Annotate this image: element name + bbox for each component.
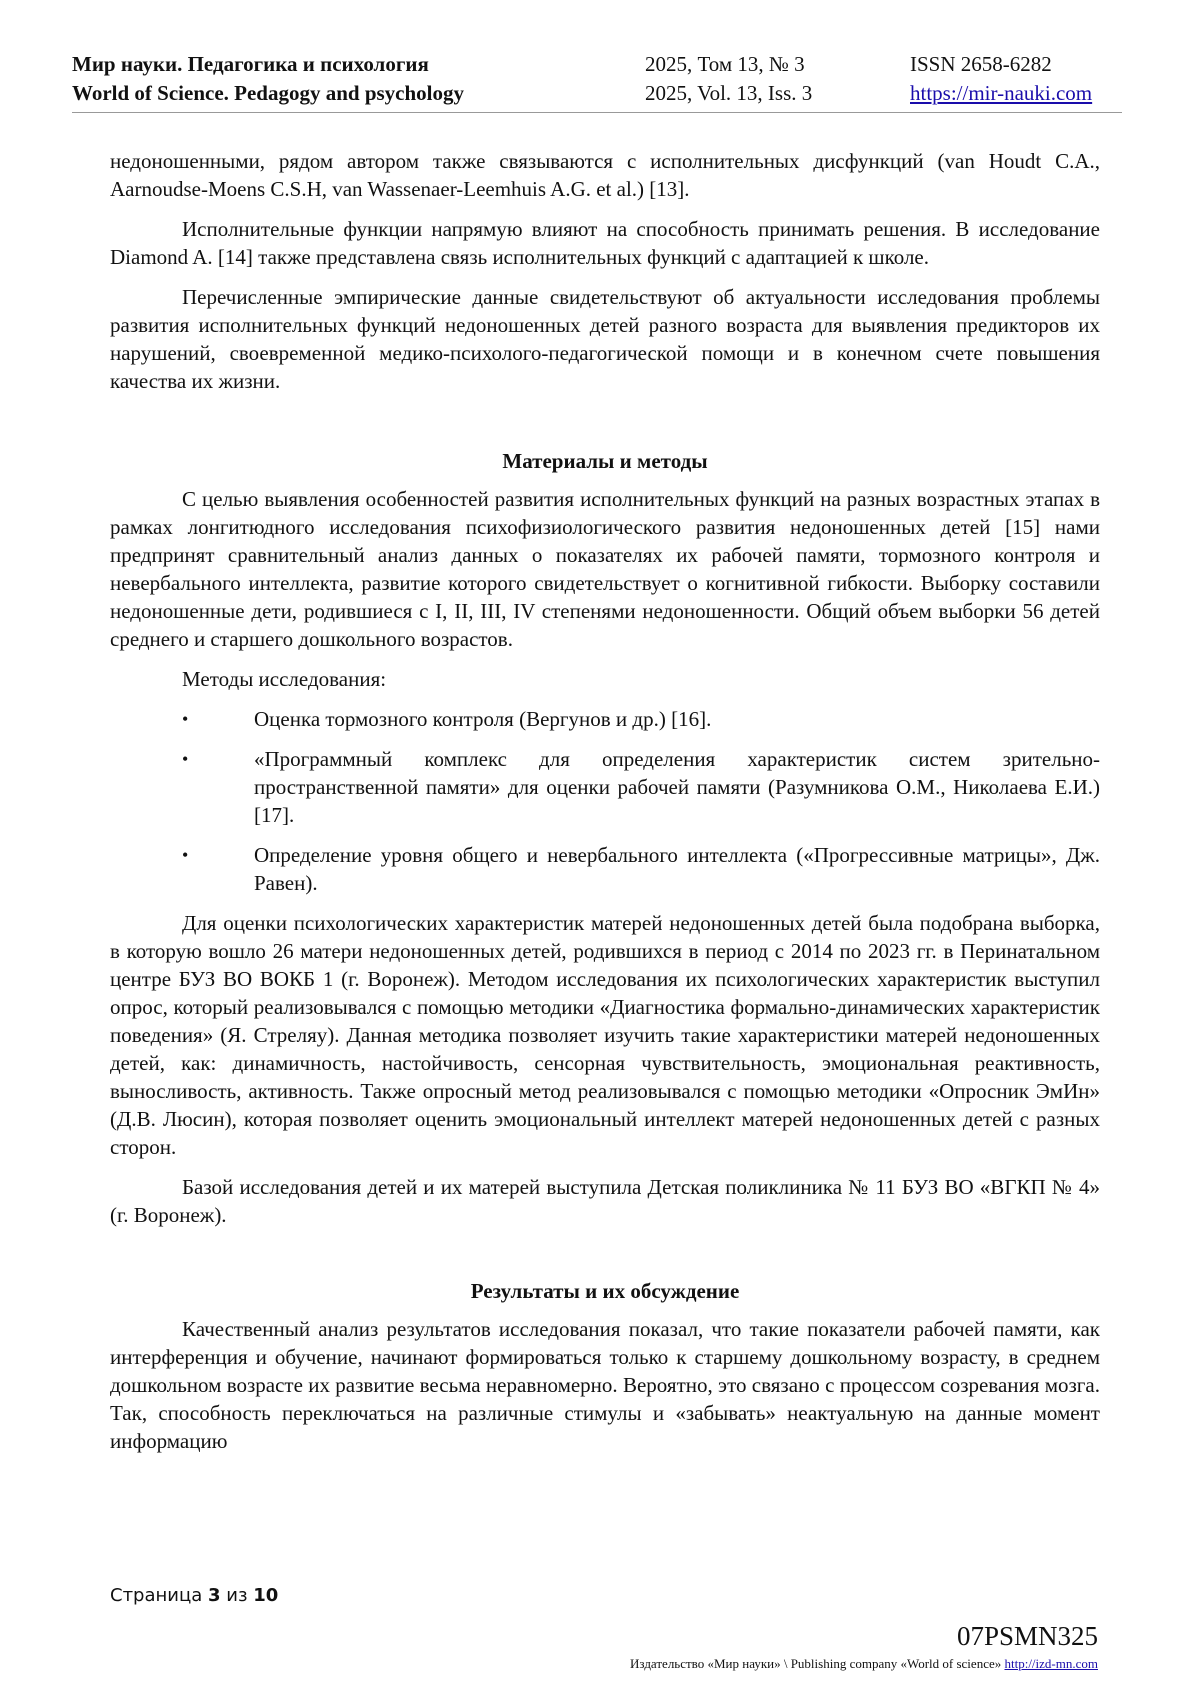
- article-code: 07PSMN325: [956, 1621, 1098, 1651]
- paragraph-4: С целью выявления особенностей развития исполнительных функций на разных возрастных этапах в рамках лонгитюдного исследования психофизиологического развития недоношенных детей [15] нами предпринят сравнительный анализ данных о показателях их рабочей памяти, тормозного контроля и невербального интеллекта, развитие которого свидетельствует о когнитивной гибкости. Выборку составили недоношенные дети, родившиеся с I, II, III, IV степенями недоношенности. Общий объем выборки 56 детей среднего и старшего дошкольного возрастов.: [110, 487, 1100, 651]
- list-item: • «Программный комплекс для определения характеристик систем зрительно-пространственной памяти» для оценки рабочей памяти (Разумникова О.М., Николаева Е.И.) [17].: [182, 747, 1100, 827]
- page-total: 10: [253, 1585, 279, 1606]
- journal-title-block: [72, 50, 464, 108]
- paragraph-3: Перечисленные эмпирические данные свидетельствуют об актуальности исследования проблемы развития исполнительных функций недоношенных детей разного возраста для выявления предикторов их нарушений, своевременной медико-психолого-педагогической помощи и в конечном счете повышения качества их жизни.: [110, 285, 1100, 393]
- journal-url-link[interactable]: https://mir-nauki.com: [910, 81, 1093, 105]
- section-heading-methods: Материалы и методы: [502, 449, 708, 473]
- page-current: 3: [208, 1585, 221, 1606]
- methods-list: [110, 705, 1100, 897]
- journal-title-ru: Мир науки. Педагогика и психология: [72, 52, 429, 76]
- journal-title-en: World of Science. Pedagogy and psychology: [72, 81, 465, 105]
- journal-header: [72, 50, 1122, 113]
- methods-label: Методы исследования:: [182, 667, 387, 691]
- bullet-icon: •: [182, 845, 189, 865]
- paragraph-5: Для оценки психологических характеристик матерей недоношенных детей была подобрана выборка, в которую вошло 26 матери недоношенных детей, родившихся в период с 2014 по 2023 гг. в Перинатальном центре БУЗ ВО ВОКБ 1 (г. Воронеж). Методом исследования их психологических характеристик выступил опрос, который реализовывался с помощью методики «Диагностика формально-динамических характеристик поведения» (Я. Стреляу). Данная методика позволяет изучить такие характеристики матерей недоношенных детей, как: динамичность, настойчивость, сенсорная чувствительность, эмоциональная реактивность, выносливость, активность. Также опросный метод реализовывался с помощью методики «Опросник ЭмИн» (Д.В. Люсин), которая позволяет оценить эмоциональный интеллект матерей недоношенных детей с разных сторон.: [110, 911, 1100, 1159]
- issue-en: 2025, Vol. 13, Iss. 3: [645, 81, 813, 105]
- issn: ISSN 2658-6282: [910, 52, 1052, 76]
- paragraph-2: Исполнительные функции напрямую влияют на способность принимать решения. В исследование Diamond A. [14] также представлена связь исполнительных функций с адаптацией к школе.: [110, 217, 1100, 269]
- bullet-icon: •: [182, 749, 189, 769]
- publisher-link[interactable]: http://izd-mn.com: [1004, 1656, 1098, 1671]
- issue-ru: 2025, Том 13, № 3: [645, 52, 805, 76]
- article-body: [110, 147, 1100, 1467]
- issn-block: [910, 50, 1092, 108]
- bullet-icon: •: [182, 709, 189, 729]
- paragraph-7: Качественный анализ результатов исследования показал, что такие показатели рабочей памяти, как интерференция и обучение, начинают формироваться только к старшему дошкольному возрасту, в среднем дошкольном возрасте их развитие весьма неравномерно. Вероятно, это связано с процессом созревания мозга. Так, способность переключаться на различные стимулы и «забывать» неактуальную на данные момент информацию: [110, 1317, 1100, 1453]
- paragraph-6: Базой исследования детей и их матерей выступила Детская поликлиника № 11 БУЗ ВО «ВГКП № 4» (г. Воронеж).: [110, 1175, 1100, 1227]
- page-number: Страница 3 из 10: [110, 1585, 279, 1606]
- paragraph-1: недоношенными, рядом автором также связываются с исполнительных дисфункций (van Houdt C.A., Aarnoudse-Moens C.S.H, van Wassenaer-Leemhuis A.G. et al.) [13].: [110, 149, 1100, 201]
- list-item: • Определение уровня общего и невербального интеллекта («Прогрессивные матрицы», Дж. Равен).: [182, 843, 1100, 895]
- publisher-line: Издательство «Мир науки» \ Publishing company «World of science» http://izd-mn.com: [630, 1656, 1098, 1671]
- list-item: • Оценка тормозного контроля (Вергунов и др.) [16].: [182, 707, 712, 731]
- section-heading-results: Результаты и их обсуждение: [470, 1279, 740, 1303]
- issue-block: [645, 50, 812, 108]
